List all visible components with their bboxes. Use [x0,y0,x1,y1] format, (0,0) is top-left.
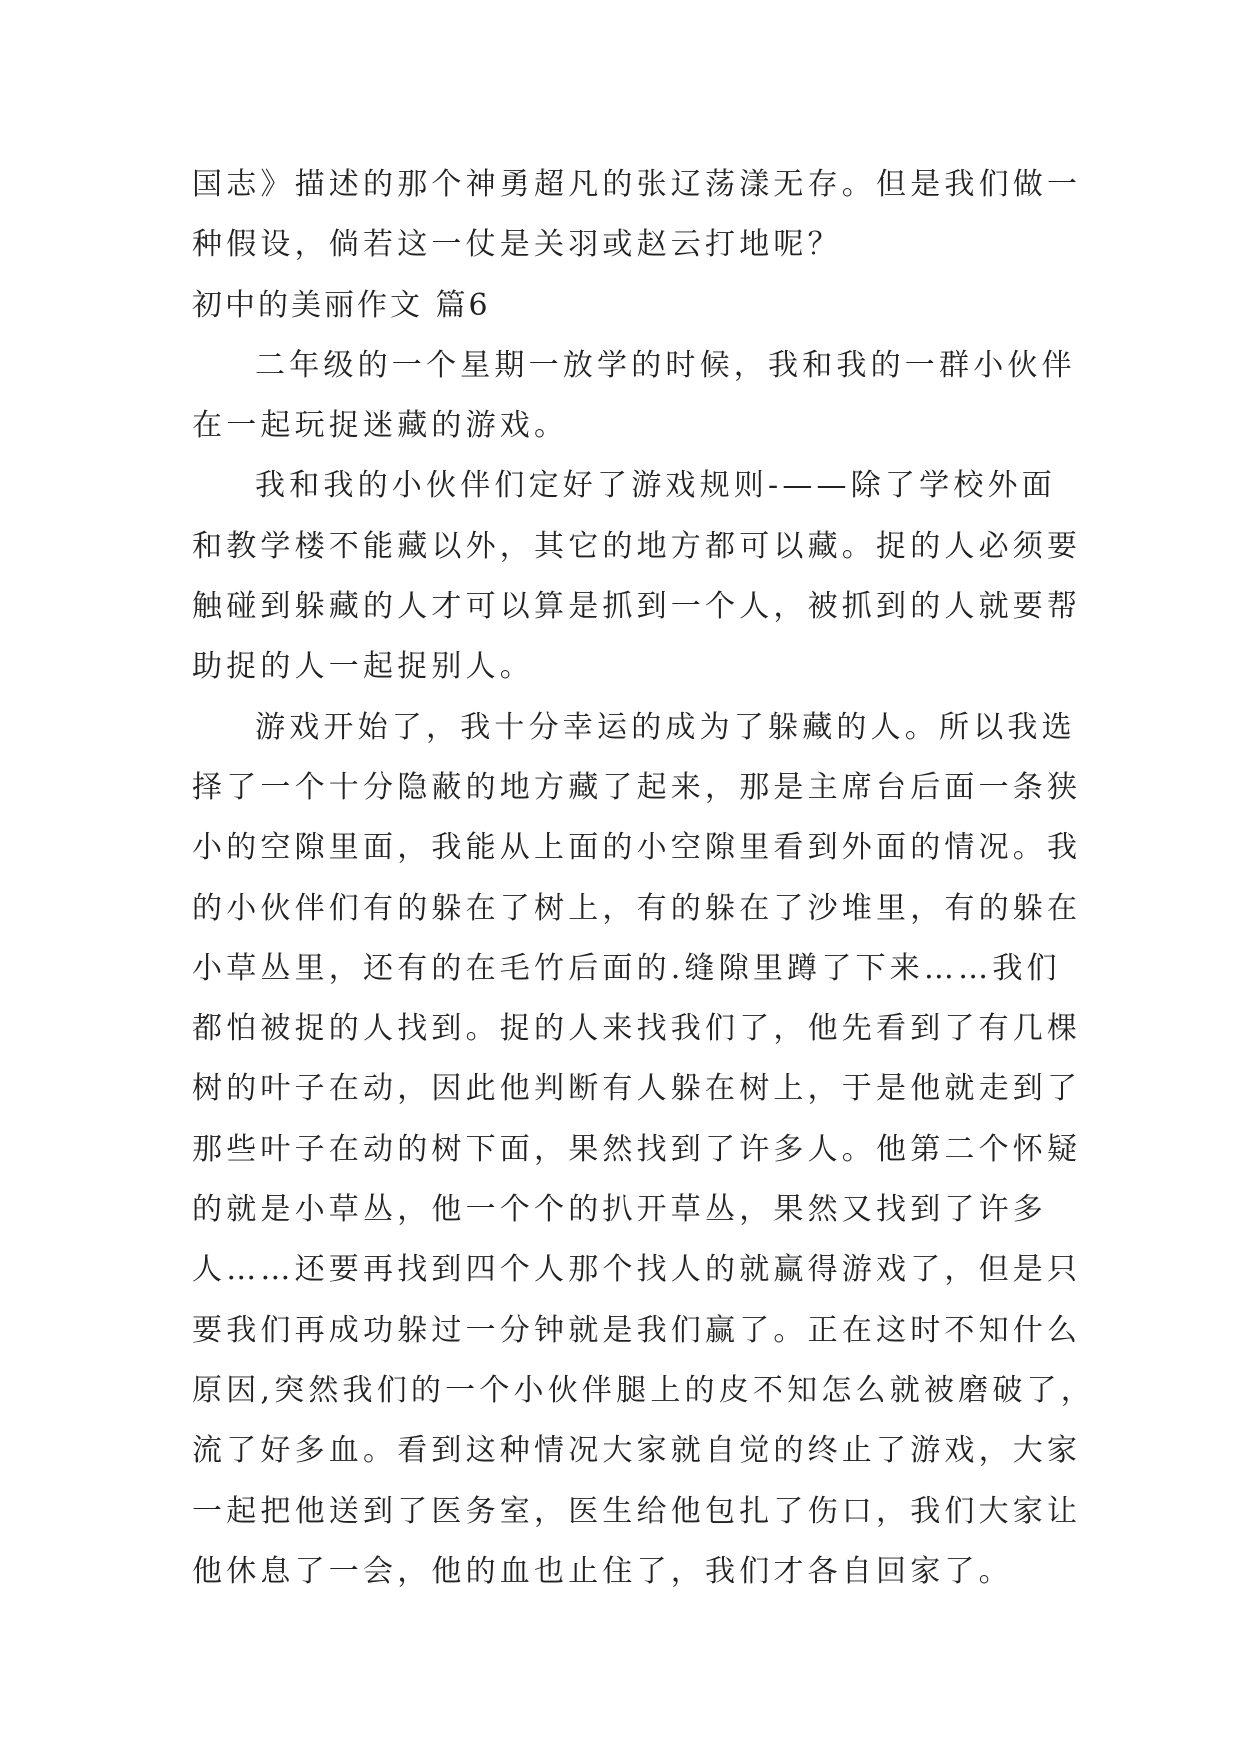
text-line: 人……还要再找到四个人那个找人的就赢得游戏了，但是只 [192,1252,1082,1288]
paragraph-first-line: 游戏开始了，我十分幸运的成为了躲藏的人。所以我选 [255,709,1076,745]
text-line: 种假设，倘若这一仗是关羽或赵云打地呢？ [192,227,842,263]
text-line: 小的空隙里面，我能从上面的小空隙里看到外面的情况。我 [192,830,1082,866]
text-line: 在一起玩捉迷藏的游戏。 [192,408,569,444]
text-line: 他休息了一会，他的血也止住了，我们才各自回家了。 [192,1553,1013,1589]
paragraph-first-line: 二年级的一个星期一放学的时候，我和我的一群小伙伴 [255,347,1076,383]
text-line: 一起把他送到了医务室，医生给他包扎了伤口，我们大家让 [192,1493,1082,1529]
text-line: 都怕被捉的人找到。捉的人来找我们了，他先看到了有几棵 [192,1011,1082,1047]
text-line: 助捉的人一起捉别人。 [192,649,534,685]
text-line: 那些叶子在动的树下面，果然找到了许多人。他第二个怀疑 [192,1131,1082,1167]
text-line: 要我们再成功躲过一分钟就是我们赢了。正在这时不知什么 [192,1312,1082,1348]
text-line: 树的叶子在动，因此他判断有人躲在树上，于是他就走到了 [192,1071,1082,1107]
text-line: 的小伙伴们有的躲在了树上，有的躲在了沙堆里，有的躲在 [192,890,1082,926]
text-line: 国志》描述的那个神勇超凡的张辽荡漾无存。但是我们做一 [192,167,1082,202]
text-line: 流了好多血。看到这种情况大家就自觉的终止了游戏，大家 [192,1433,1082,1469]
text-line: 小草丛里，还有的在毛竹后面的.缝隙里蹲了下来……我们 [192,950,1061,986]
essay-body [192,155,1095,1602]
section-heading: 初中的美丽作文 篇6 [192,287,491,323]
text-line: 原因,突然我们的一个小伙伴腿上的皮不知怎么就被磨破了， [192,1372,1095,1408]
text-line: 和教学楼不能藏以外，其它的地方都可以藏。捉的人必须要 [192,528,1082,564]
text-line: 触碰到躲藏的人才可以算是抓到一个人，被抓到的人就要帮 [192,589,1082,625]
paragraph-first-line: 我和我的小伙伴们定好了游戏规则-——除了学校外面 [255,468,1056,504]
text-line: 的就是小草丛，他一个个的扒开草丛，果然又找到了许多 [192,1192,1047,1228]
text-line: 择了一个十分隐蔽的地方藏了起来，那是主席台后面一条狭 [192,769,1082,805]
